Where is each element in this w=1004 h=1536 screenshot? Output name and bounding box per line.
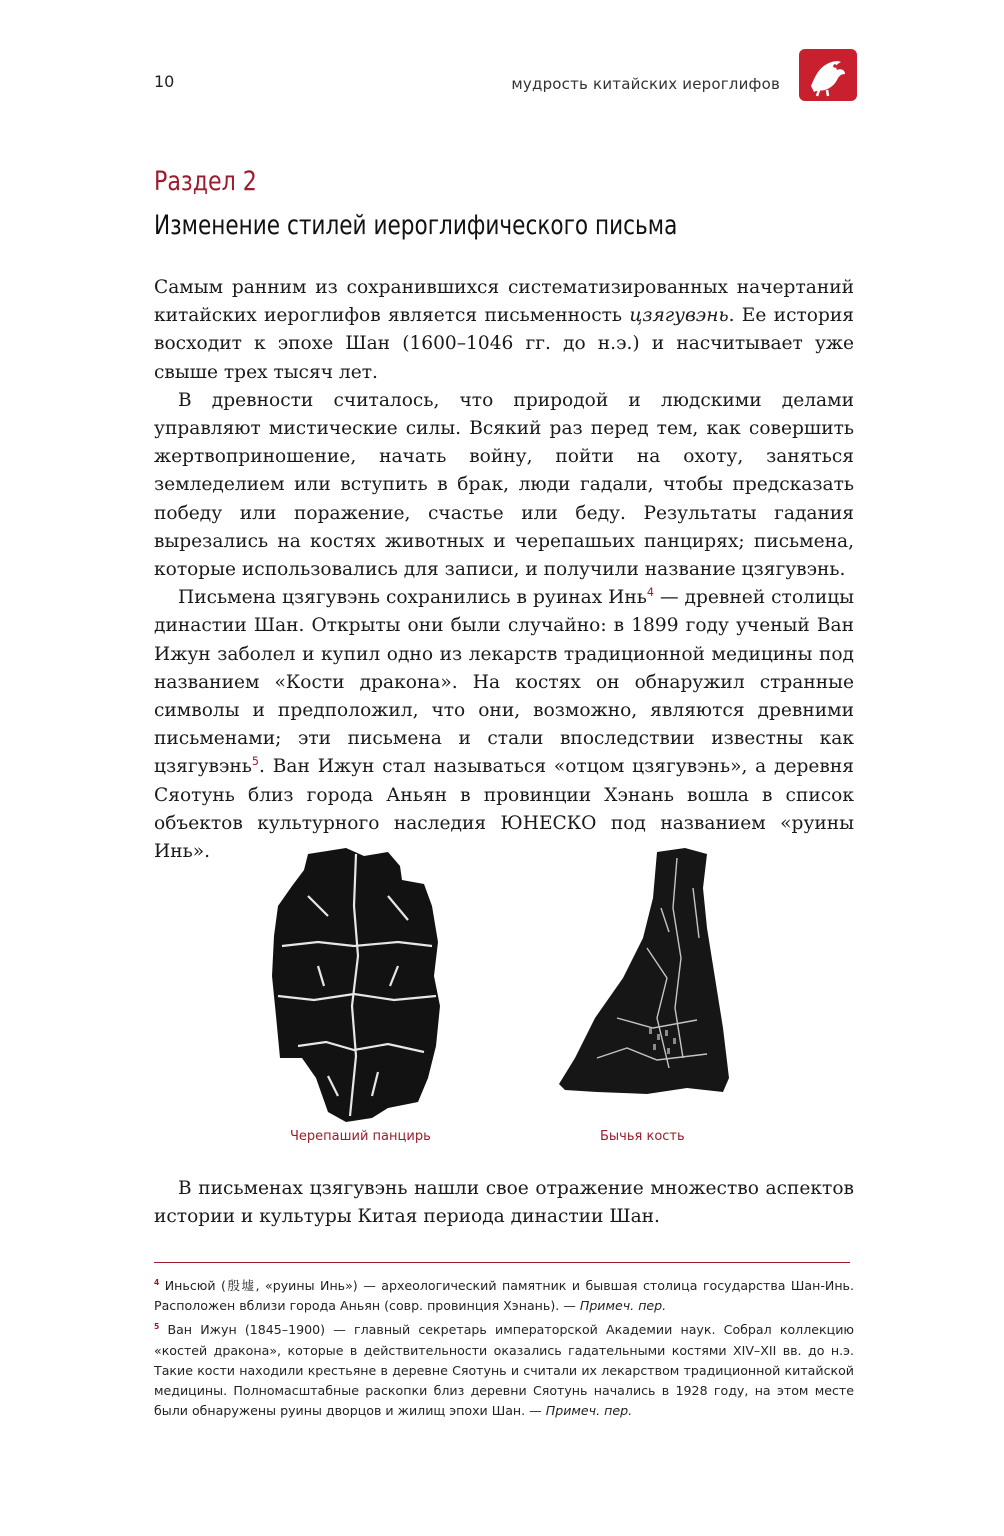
p1-text-b: . Ее история восходит к эпохе Шан (1600–1046 гг. до н.э.) и насчитывает уже свыше трех тысяч лет.: [154, 305, 854, 383]
figure-caption-turtle-shell: Черепаший панцирь: [290, 1129, 431, 1144]
red-dragon-seal-icon: [797, 46, 859, 104]
section-label: Раздел 2: [154, 166, 257, 197]
p3-text-b: — древней столицы династии Шан. Открыты они были случайно: в 1899 году ученый Ван Ижун заболел и купил одно из лекарств традиционной медицины под названием «Кости дракона». На костях он обнаружил странные символы и предположил, что они, возможно, являются древними письменами; эти письмена и стали впоследствии известны как цзягувэнь: [154, 587, 854, 778]
p1-text-a: Самым ранним из сохранившихся систематизированных начертаний китайских иероглифов является письменность: [154, 277, 854, 327]
footnote-text: Иньсюй (殷墟, «руины Инь») — археологический памятник и бывшая столица государства Шан-Инь. Расположен вблизи города Аньян (совр. провинция Хэнань). —: [154, 1278, 854, 1314]
footnote-ref-4[interactable]: 4: [646, 586, 654, 600]
ox-bone-image: [557, 848, 733, 1098]
paragraph-2: В древности считалось, что природой и людскими делами управляют мистические силы. Всякий раз перед тем, как совершить жертвоприношение, начать войну, пойти на охоту, заняться земледелием или вступить в брак, люди гадали, чтобы предсказать победу или поражение, счастье или беду. Результаты гадания вырезались на костях животных и черепашьих панцирях; письмена, которые использовались для записи, и получили название цзягувэнь.: [154, 389, 854, 581]
footnote-note: Примеч. пер.: [579, 1298, 667, 1314]
footnote-5: [154, 1320, 854, 1421]
footnote-number: 4: [154, 1277, 160, 1287]
running-title: мудрость китайских иероглифов: [511, 75, 780, 93]
footnote-4: [154, 1276, 854, 1316]
paragraph-1: [154, 274, 854, 387]
footnote-text: Ван Ижун (1845–1900) — главный секретарь императорской Академии наук. Собрал коллекцию «костей дракона», которые в действительности оказались гадательными костями XIV–XII вв. до н.э. Такие кости находили крестьяне в деревне Сяотунь и считали их лекарством традиционной китайской медицины. Полномасштабные раскопки близ деревни Сяотунь начались в 1928 году, на этом месте были обнаружены руины дворцов и жилищ эпохи Шан. —: [154, 1322, 854, 1419]
footnotes: [154, 1276, 854, 1425]
footnote-number: 5: [154, 1322, 160, 1332]
p3-text-a: Письмена цзягувэнь сохранились в руинах Инь: [178, 587, 647, 609]
paragraph-3: [154, 584, 854, 866]
p3-text-c: . Ван Ижун стал называться «отцом цзягувэнь», а деревня Сяотунь близ города Аньян в провинции Хэнань вошла в список объектов культурного наследия ЮНЕСКО под названием «руины Инь».: [154, 756, 854, 863]
footnote-divider: [154, 1262, 850, 1263]
page-number: 10: [154, 72, 175, 91]
section-title: Изменение стилей иероглифического письма: [154, 210, 678, 241]
footnote-note: Примеч. пер.: [545, 1403, 633, 1419]
figure-caption-ox-bone: Бычья кость: [600, 1129, 685, 1144]
paragraph-4: В письменах цзягувэнь нашли свое отражение множество аспектов истории и культуры Китая периода династии Шан.: [154, 1178, 854, 1228]
turtle-shell-image: [268, 846, 440, 1124]
body-text-closing: [154, 1175, 854, 1231]
body-text: [154, 274, 854, 866]
p1-emphasis: цзягувэнь: [629, 305, 729, 327]
footnote-ref-5[interactable]: 5: [251, 755, 260, 769]
